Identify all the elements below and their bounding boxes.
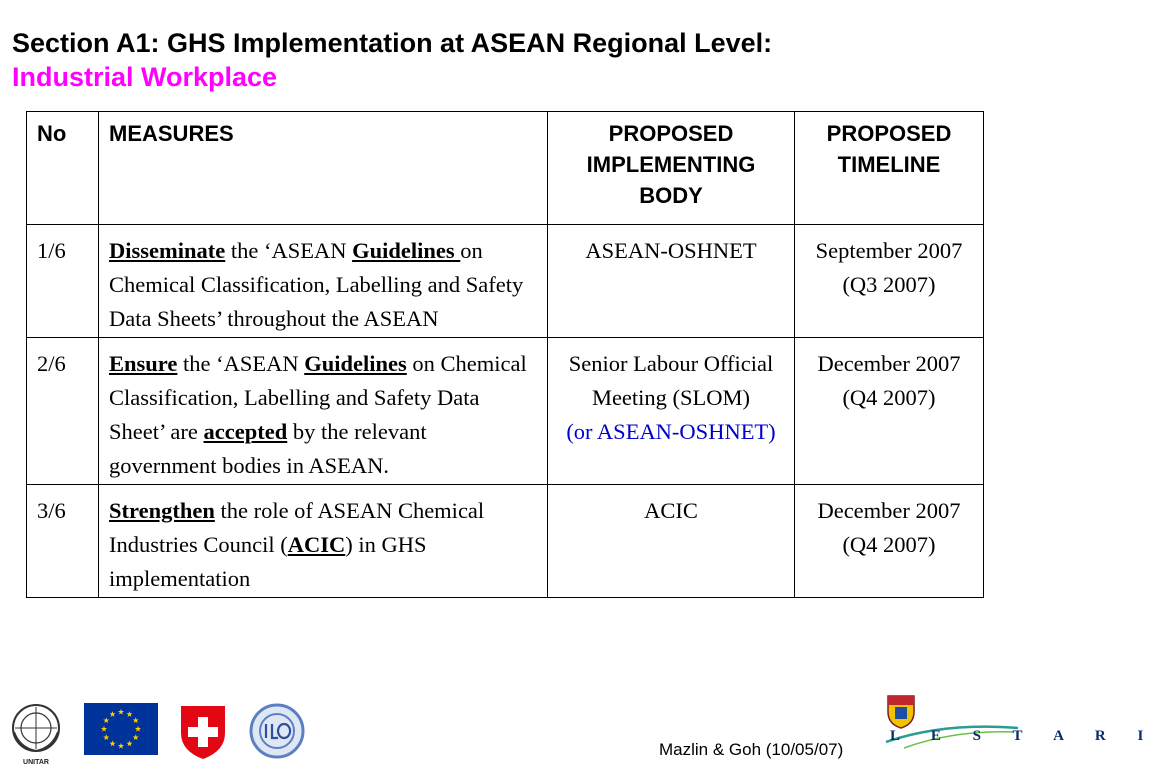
cell-measure: Ensure the ‘ASEAN Guidelines on Chemical Classification, Labelling and Safety Data Sheet’ are accepted by the relevant government bodies in ASEAN. [99,338,548,485]
title-subtitle: Industrial Workplace [12,62,278,92]
ilo-emblem-icon [248,702,306,760]
cell-no: 3/6 [27,485,99,598]
title-main: Section A1: GHS Implementation at ASEAN Regional Level: [12,28,773,58]
header-measures: MEASURES [99,112,548,225]
measure-keyword: accepted [203,419,288,444]
cell-implementing-body: ASEAN-OSHNET [548,225,795,338]
swiss-shield-icon [178,703,228,761]
cell-timeline: September 2007 (Q3 2007) [795,225,984,338]
eu-flag [84,703,158,760]
table-row [27,338,984,485]
cell-implementing-body: ACIC [548,485,795,598]
swiss-emblem [178,703,228,766]
cell-measure: Strengthen the role of ASEAN Chemical Industries Council (ACIC) in GHS implementation [99,485,548,598]
lestari-label: L E S T A R I [890,728,1157,744]
eu-flag-icon [84,703,158,755]
cell-no: 2/6 [27,338,99,485]
lestari-logo [884,692,1157,766]
cell-measure: Disseminate the ‘ASEAN Guidelines on Chemical Classification, Labelling and Safety Data Sheets’ throughout the ASEAN [99,225,548,338]
table-header-row [27,112,984,225]
measure-keyword: Strengthen [109,498,215,523]
un-emblem-icon [6,702,66,754]
page-title [12,26,772,94]
measures-table [26,111,984,598]
measure-keyword: Ensure [109,351,178,376]
unitar-logo [6,702,66,766]
table-row [27,225,984,338]
credit-text: Mazlin & Goh (10/05/07) [659,740,844,759]
ilo-logo [248,702,306,765]
header-no: No [27,112,99,225]
measure-keyword: ACIC [287,532,346,557]
alt-implementing-body: (or ASEAN-OSHNET) [566,419,776,444]
measure-keyword: Guidelines [304,351,407,376]
cell-implementing-body: Senior Labour Official Meeting (SLOM) (or ASEAN-OSHNET) [548,338,795,485]
cell-no: 1/6 [27,225,99,338]
cell-timeline: December 2007 (Q4 2007) [795,485,984,598]
header-implementing-body: PROPOSED IMPLEMENTING BODY [548,112,795,225]
measure-keyword: Guidelines [352,238,461,263]
table-row [27,485,984,598]
header-timeline: PROPOSED TIMELINE [795,112,984,225]
unitar-label: UNITAR [23,759,49,766]
cell-timeline: December 2007 (Q4 2007) [795,338,984,485]
measure-keyword: Disseminate [109,238,226,263]
